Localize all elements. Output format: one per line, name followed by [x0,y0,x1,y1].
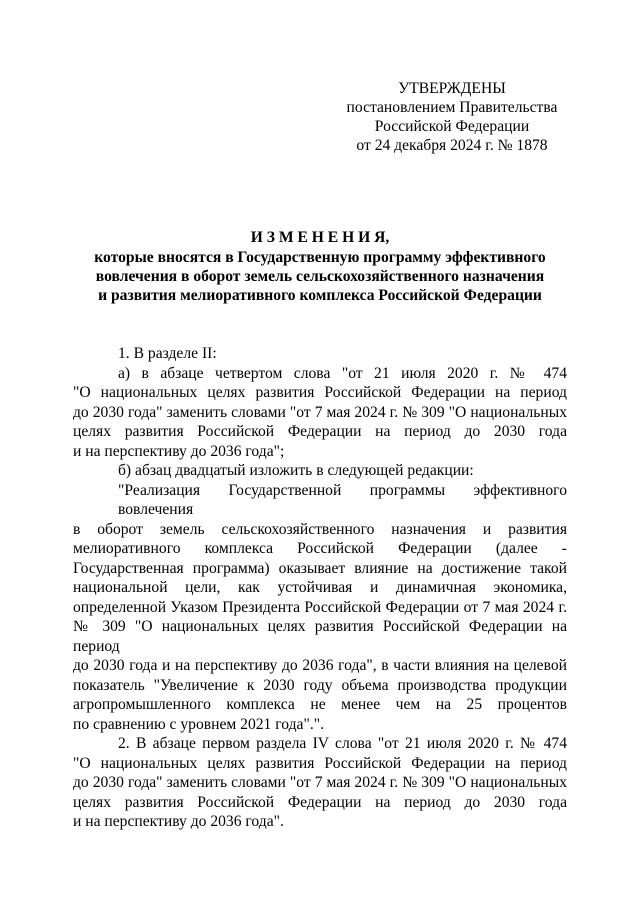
document-body [73,344,567,832]
body-line: Государственная программа) оказывает влияние на достижение такой [73,559,567,577]
heading-title: И З М Е Н Е Н И Я, [250,229,390,246]
heading-line: вовлечения в оборот земель сельскохозяйственного назначения [95,268,545,285]
body-line: "О национальных целях развития Российской Федерации на период [73,754,567,772]
body-line: национальной цели, как устойчивая и динамичная экономика, [73,579,567,596]
body-line: и на перспективу до 2036 года". [73,813,284,830]
body-line: и на перспективу до 2036 года"; [73,442,285,460]
body-line: показатель "Увеличение к 2030 году объема производства продукции [73,676,567,694]
body-line: 2. В абзаце первом раздела IV слова "от 21 июля 2020 г. № 474 [118,735,567,752]
body-line: до 2030 года" заменить словами "от 7 мая 2024 г. № 309 "О национальных [73,403,567,421]
approval-title: УТВЕРЖДЕНЫ [398,80,506,97]
body-line: до 2030 года" заменить словами "от 7 мая 2024 г. № 309 "О национальных [73,774,567,791]
heading-line: которые вносятся в Государственную программу эффективного [94,249,546,266]
heading-block [30,228,610,305]
body-line: в оборот земель сельскохозяйственного назначения и развития [73,520,567,538]
body-line: по сравнению с уровнем 2021 года".". [73,715,324,733]
body-line: целях развития Российской Федерации на период до 2030 года [73,793,567,811]
body-line: б) абзац двадцатый изложить в следующей редакции: [118,462,474,479]
body-line: № 309 "О национальных целях развития Российской Федерации на период [73,618,567,655]
body-line: агропромышленного комплекса не менее чем на 25 процентов [73,696,567,713]
body-line: мелиоративного комплекса Российской Федерации (далее - [73,540,567,557]
body-line: целях развития Российской Федерации на период до 2030 года [73,423,567,440]
approval-line: от 24 декабря 2024 г. № 1878 [356,137,548,154]
approval-block [332,79,572,155]
body-line: "Реализация Государственной программы эффективного вовлечения [118,481,567,518]
approval-line: Российской Федерации [374,118,530,135]
body-line: а) в абзаце четвертом слова "от 21 июля 2020 г. № 474 [118,364,567,382]
body-line: определенной Указом Президента Российской Федерации от 7 мая 2024 г. [73,598,567,616]
body-line: "О национальных целях развития Российской Федерации на период [73,384,567,401]
body-line: 1. В разделе II: [118,345,217,362]
heading-line: и развития мелиоративного комплекса Российской Федерации [98,287,542,304]
body-line: до 2030 года и на перспективу до 2036 года", в части влияния на целевой [73,657,567,674]
approval-line: постановлением Правительства [346,99,558,116]
